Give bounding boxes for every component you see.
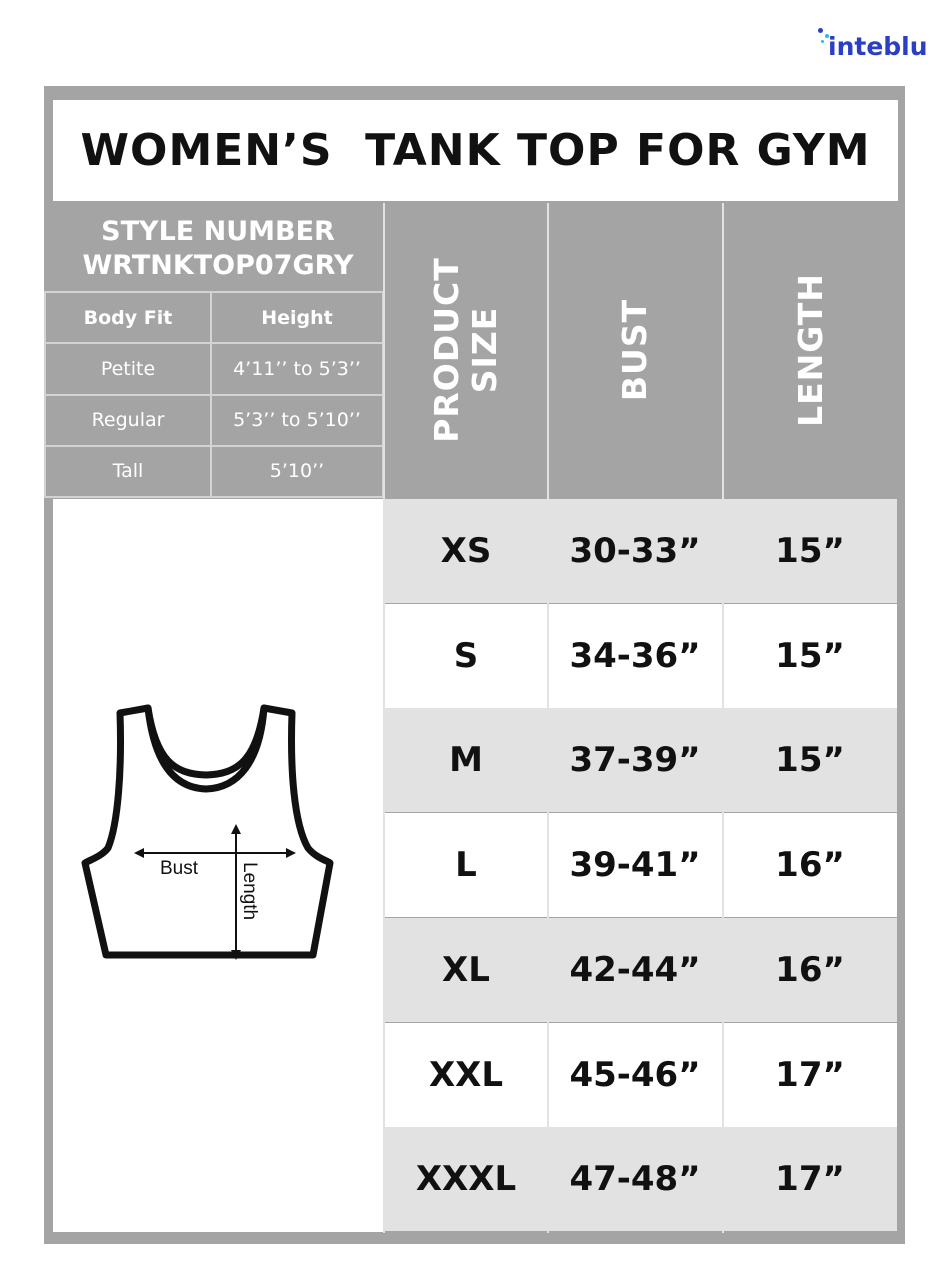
bust-header-label: BUST [615,298,655,402]
style-number-label: STYLE NUMBER [101,216,335,247]
length-cell: 16” [775,949,845,990]
product-size-header-line2: SIZE [465,306,505,394]
length-header-label: LENGTH [790,273,830,427]
length-cell: 17” [775,1159,845,1200]
bust-cell: 30-33” [569,531,701,571]
length-label: Length [239,862,260,921]
bust-cell: 39-41” [569,845,701,886]
size-cell: XS [440,531,492,571]
size-cell: L [455,845,477,886]
body-fit-row [45,446,383,497]
column-divider [547,203,549,1233]
size-cell: XXL [428,1054,504,1095]
size-cell: M [449,740,483,781]
body-fit-cell: Tall [45,446,211,497]
style-number-value: WRTNKTOP07GRY [82,250,354,281]
bust-header [549,203,722,497]
length-header [724,203,897,497]
size-row [385,1023,897,1127]
size-cell: S [453,635,479,676]
length-cell: 15” [775,531,845,571]
size-row [385,604,897,708]
height-cell: 5’10’’ [211,446,383,497]
length-cell: 17” [775,1054,845,1095]
logo-dot-icon [818,28,823,33]
bust-cell: 37-39” [569,740,701,781]
size-row [385,499,897,603]
body-fit-header: Body Fit [45,292,211,343]
size-row [385,813,897,917]
body-fit-row [45,395,383,446]
title-box [53,100,898,201]
height-cell: 4’11’’ to 5’3’’ [211,343,383,394]
bust-cell: 34-36” [569,635,701,676]
size-cell: XL [442,949,490,990]
height-header: Height [211,292,383,343]
size-row [385,708,897,812]
column-divider [383,203,385,1233]
column-divider [722,203,724,1233]
body-fit-cell: Regular [45,395,211,446]
body-fit-row [45,343,383,394]
body-fit-cell: Petite [45,343,211,394]
height-cell: 5’3’’ to 5’10’’ [211,395,383,446]
size-cell: XXXL [415,1159,517,1200]
size-row [385,918,897,1022]
brand-name: inteblu [828,32,928,61]
length-cell: 15” [775,635,845,676]
body-fit-table [44,291,384,498]
style-number-block [53,203,383,291]
length-cell: 16” [775,845,845,886]
brand-logo [816,26,940,70]
body-fit-header-row [45,292,383,343]
product-size-header [386,203,546,497]
logo-dot-icon [821,40,824,43]
product-size-header-line1: PRODUCT [427,257,467,443]
page-title: WOMEN’S TANK TOP FOR GYM [80,125,871,176]
length-cell: 15” [775,740,845,781]
tank-top-outline-icon [78,700,338,980]
size-row [385,1127,897,1231]
bust-label: Bust [160,858,199,879]
bust-cell: 47-48” [569,1159,701,1200]
bust-cell: 45-46” [569,1054,701,1095]
bust-cell: 42-44” [569,949,701,990]
